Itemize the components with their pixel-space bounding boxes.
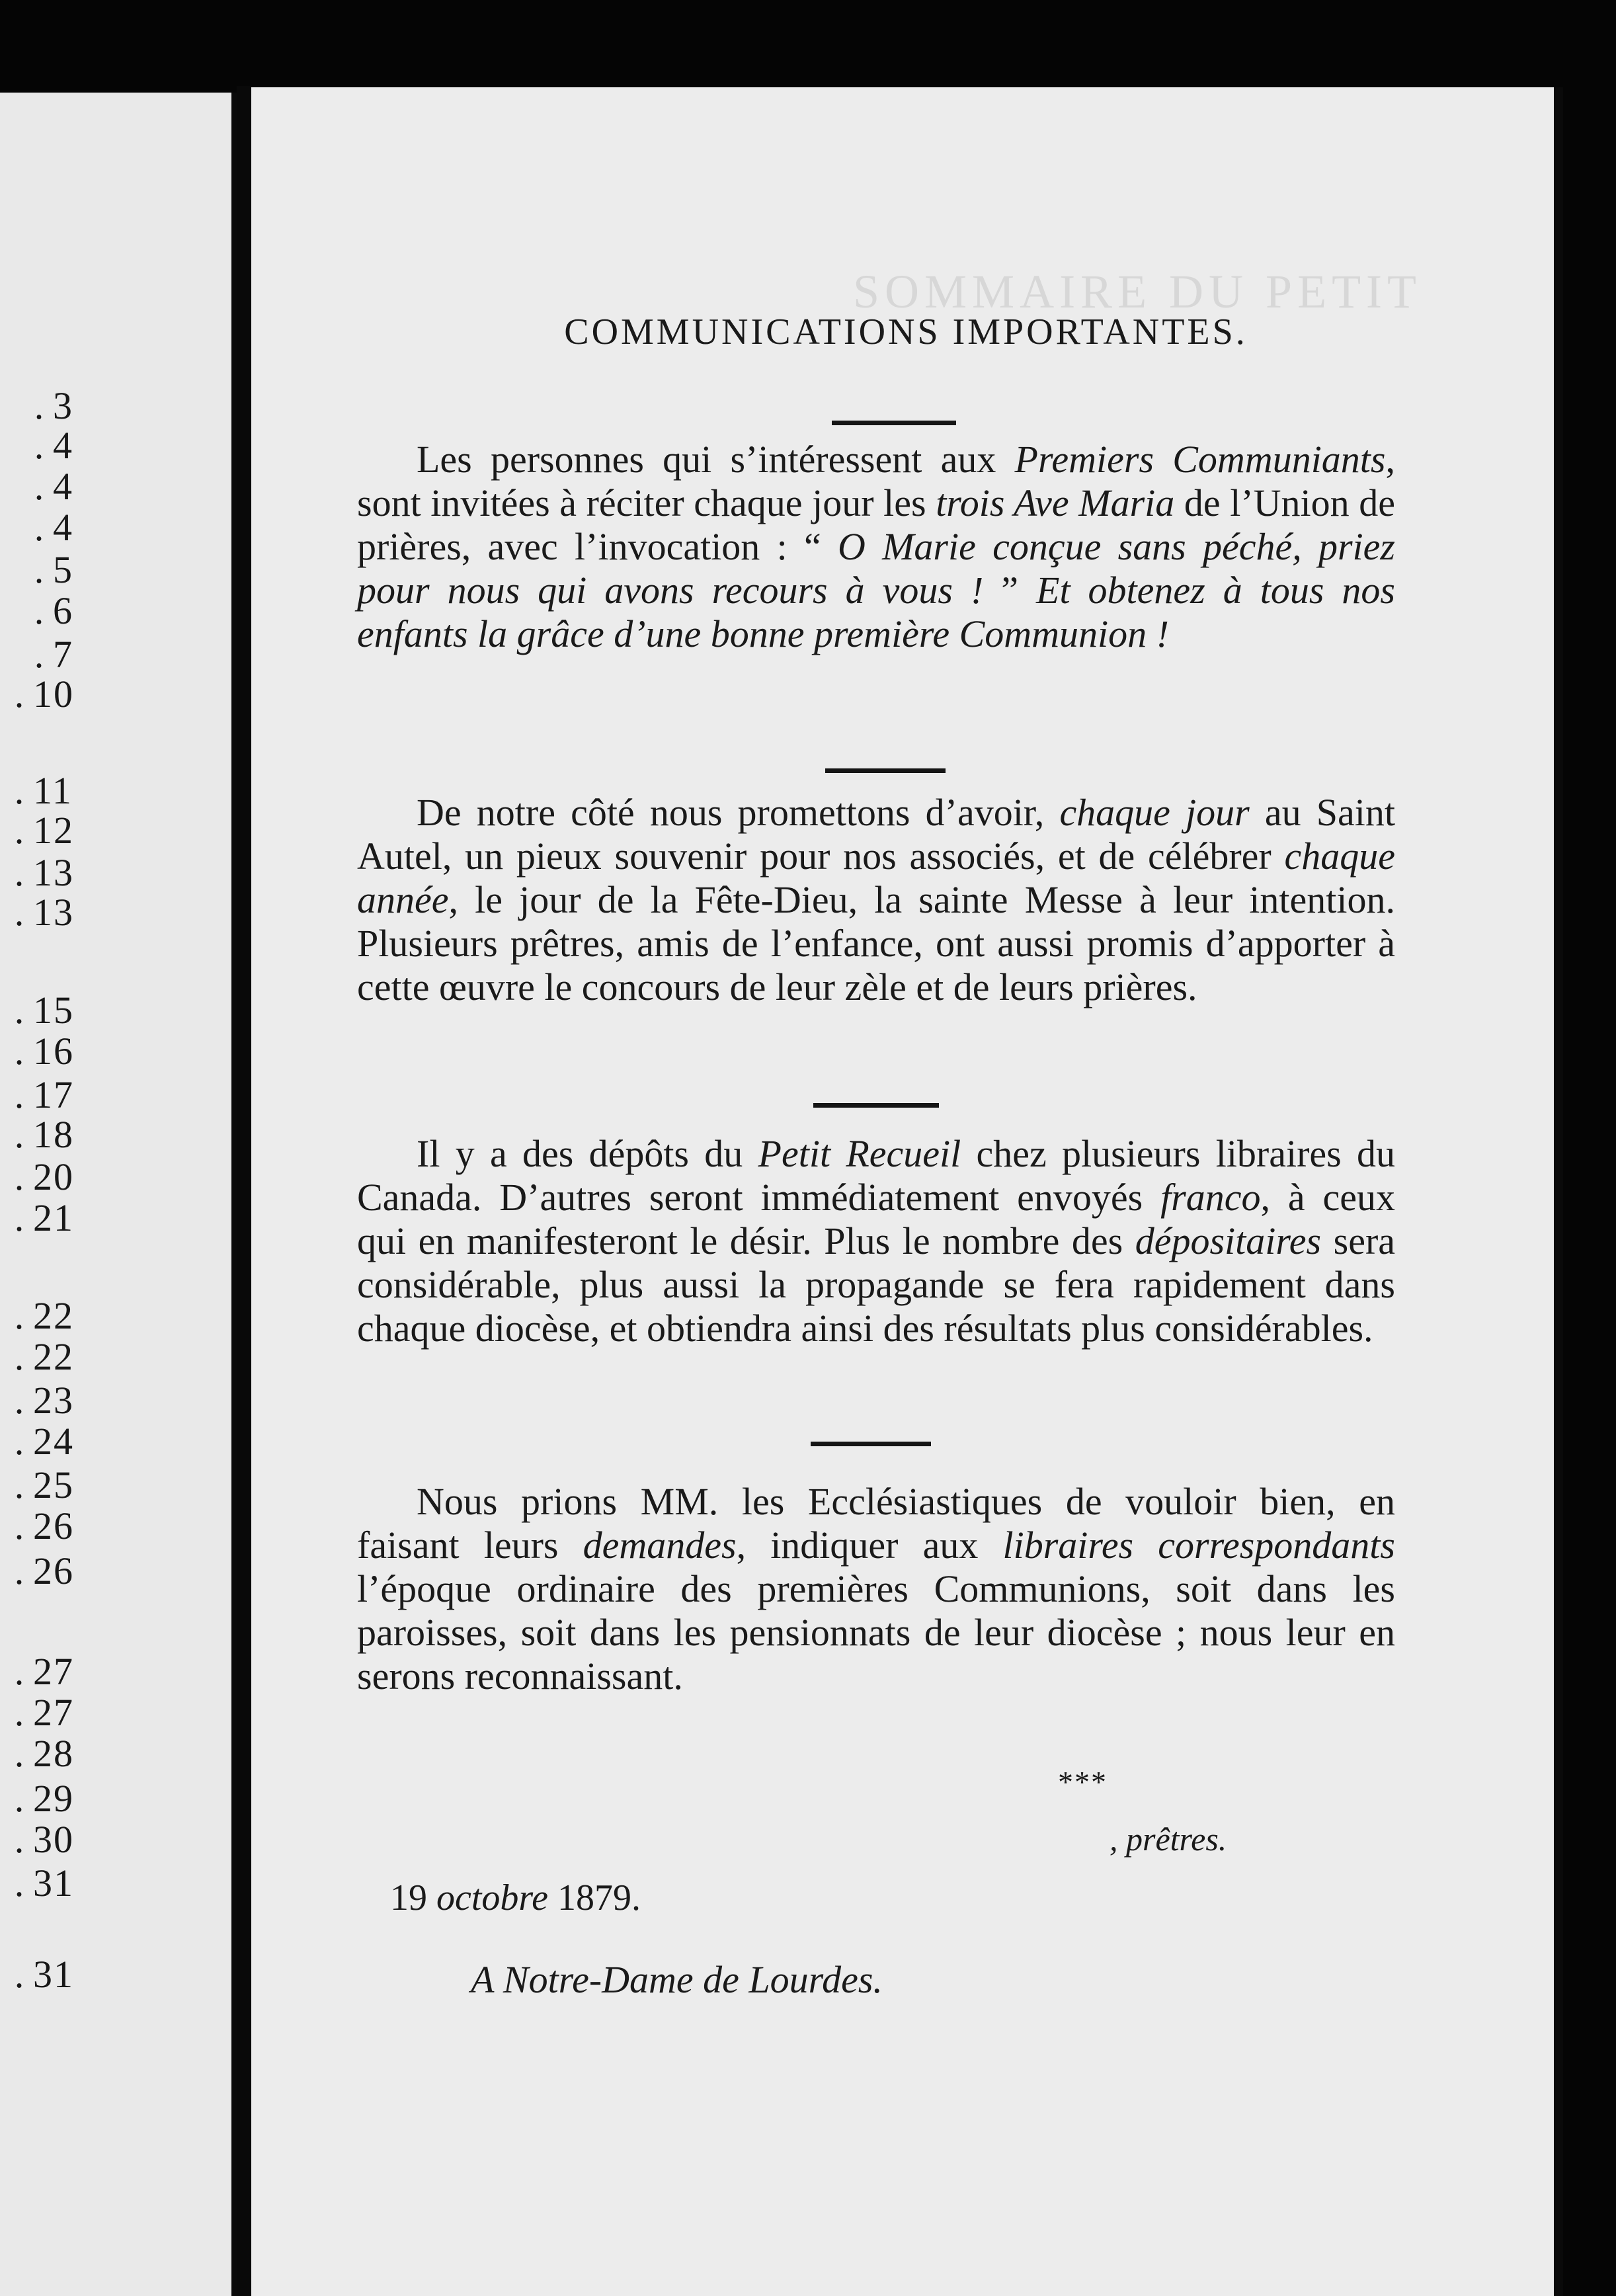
text: , sont invitées à réciter chaque jour les (357, 438, 1395, 524)
leader-dot: . (34, 633, 46, 676)
toc-page-number (7, 890, 74, 934)
page-number: 7 (53, 633, 73, 676)
emphasis: dépositaires (1135, 1219, 1322, 1262)
leader-dot: . (14, 1073, 26, 1116)
toc-page-number (7, 1073, 74, 1117)
page-number: 26 (33, 1549, 74, 1592)
leader-dot: . (14, 989, 26, 1032)
page-number: 17 (33, 1073, 74, 1116)
page-number: 20 (33, 1155, 74, 1198)
leader-dot: . (14, 1196, 26, 1239)
leader-dot: . (14, 1650, 26, 1693)
toc-page-number (7, 1419, 74, 1463)
emphasis: O Marie conçue sans péché, priez pour nous qui avons recours à vous ! (357, 525, 1395, 612)
text: De notre côté nous promettons d’avoir, (417, 791, 1060, 834)
leader-dot: . (14, 851, 26, 894)
leader-dot: . (34, 384, 46, 427)
leader-dot: . (14, 1549, 26, 1592)
page-number: 27 (33, 1650, 74, 1693)
leader-dot: . (14, 769, 26, 812)
paragraph-3 (357, 1132, 1395, 1350)
toc-page-number (7, 1952, 74, 1996)
page-number: 15 (33, 989, 74, 1032)
page-number: 22 (33, 1335, 74, 1378)
paragraph-2 (357, 791, 1395, 1009)
emphasis: demandes (583, 1524, 737, 1567)
left-page (0, 93, 237, 2296)
emphasis: trois Ave Maria (936, 481, 1175, 524)
leader-dot: . (14, 1953, 26, 1996)
page-number: 26 (33, 1504, 74, 1547)
leader-dot: . (14, 673, 26, 716)
divider (832, 421, 956, 425)
text: , à ceux qui en manifesteront le désir. Plus le nombre des (357, 1176, 1395, 1262)
leader-dot: . (34, 548, 46, 591)
leader-dot: . (34, 506, 46, 549)
toc-page-number (7, 1817, 74, 1862)
date (390, 1877, 641, 1919)
toc-page-number (7, 1155, 74, 1199)
toc-page-number (7, 1378, 74, 1422)
toc-page-number (7, 1690, 74, 1735)
emphasis: libraires correspondants (1002, 1524, 1395, 1567)
emphasis: Premiers Communiants (1014, 438, 1386, 481)
page-number: 11 (33, 769, 73, 812)
toc-page-number (7, 1029, 74, 1073)
date-day: 19 (390, 1877, 436, 1918)
paragraph-4 (357, 1480, 1395, 1698)
page-number: 4 (53, 424, 73, 467)
page-number: 28 (33, 1732, 74, 1775)
page-number: 21 (33, 1196, 74, 1239)
toc-page-number (7, 1861, 74, 1905)
page-number: 10 (33, 673, 74, 716)
toc-page-number (7, 1112, 74, 1157)
toc-page-number (7, 1196, 74, 1240)
text: Nous prions MM. les Ecclésiastiques de vouloir bien, en faisant leurs (357, 1480, 1395, 1567)
page-number: 4 (53, 506, 73, 549)
page-number: 25 (33, 1463, 74, 1506)
emphasis: Et obtenez à tous nos enfants la grâce d’une bonne première Communion ! (357, 569, 1395, 655)
leader-dot: . (14, 1155, 26, 1198)
leader-dot: . (34, 589, 46, 632)
page-number: 5 (53, 548, 73, 591)
emphasis: Petit Recueil (758, 1132, 961, 1175)
divider (813, 1103, 939, 1108)
leader-dot: . (14, 1335, 26, 1378)
date-month: octobre (436, 1877, 548, 1918)
text: sera considérable, plus aussi la propagande se fera rapidement dans chaque diocèse, et obtiendra ainsi des résultats plus considérables. (357, 1219, 1395, 1350)
page-number: 31 (33, 1862, 74, 1905)
toc-page-number (26, 548, 73, 592)
toc-page-number (26, 505, 73, 550)
page-number: 13 (33, 851, 74, 894)
leader-dot: . (14, 1294, 26, 1337)
toc-page-number (26, 423, 73, 468)
page-number: 23 (33, 1379, 74, 1422)
date-year: 1879. (547, 1877, 641, 1918)
divider (811, 1442, 931, 1446)
toc-page-number (26, 464, 73, 509)
page-number: 4 (53, 465, 73, 508)
toc-page-number (7, 1649, 74, 1694)
page-number: 12 (33, 809, 74, 852)
leader-dot: . (14, 1691, 26, 1734)
divider (825, 768, 946, 773)
toc-page-number (7, 1463, 74, 1507)
toc-page-number (7, 1334, 74, 1379)
page-number: 29 (33, 1777, 74, 1820)
toc-page-number (7, 988, 74, 1032)
page-number: 24 (33, 1420, 74, 1463)
text: , le jour de la Fête-Dieu, la sainte Messe à leur intention. Plusieurs prêtres, amis de l’enfance, ont aussi promis d’apporter à cette œuvre le concours de leur zèle et de leurs prières. (357, 878, 1395, 1008)
toc-page-number (26, 589, 73, 633)
paragraph-1 (357, 438, 1395, 656)
page-number: 22 (33, 1294, 74, 1337)
leader-dot: . (14, 891, 26, 934)
page-number: 3 (53, 384, 73, 427)
page-number: 18 (33, 1113, 74, 1156)
leader-dot: . (14, 1030, 26, 1073)
toc-page-number (7, 850, 74, 895)
text: Les personnes qui s’intéressent aux (417, 438, 1015, 481)
emphasis: chaque année (357, 835, 1395, 921)
leader-dot: . (14, 809, 26, 852)
toc-page-number (7, 672, 74, 716)
text: , indiquer aux (736, 1524, 1003, 1567)
leader-dot: . (14, 1463, 26, 1506)
place: A Notre-Dame de Lourdes. (471, 1958, 883, 2001)
toc-page-number (7, 1293, 74, 1338)
page-number: 31 (33, 1953, 74, 1996)
toc-page-number (26, 632, 73, 676)
text: Il y a des dépôts du (417, 1132, 758, 1175)
page-number: 13 (33, 891, 74, 934)
leader-dot: . (14, 1379, 26, 1422)
toc-page-number (7, 1504, 74, 1548)
leader-dot: . (34, 465, 46, 508)
toc-page-number (7, 808, 74, 852)
toc-page-number (7, 1549, 74, 1593)
page-number: 6 (53, 589, 73, 632)
leader-dot: . (14, 1504, 26, 1547)
leader-dot: . (14, 1113, 26, 1156)
text: au Saint Autel, un pieux souvenir pour nos associés, et de célébrer (357, 791, 1395, 878)
text: chez plusieurs libraires du Canada. D’autres seront immédiatement envoyés (357, 1132, 1396, 1219)
leader-dot: . (14, 1818, 26, 1861)
leader-dot: . (14, 1862, 26, 1905)
page-number: 30 (33, 1818, 74, 1861)
text: de l’Union de prières, avec l’invocation : “ (357, 481, 1395, 568)
leader-dot: . (14, 1777, 26, 1820)
toc-page-number (7, 1776, 74, 1821)
page-number: 16 (33, 1030, 74, 1073)
book-gutter (237, 86, 251, 2296)
text: ” (983, 569, 1037, 612)
leader-dot: . (34, 424, 46, 467)
emphasis: franco (1160, 1176, 1261, 1219)
page-title: COMMUNICATIONS IMPORTANTES. (564, 311, 1248, 352)
leader-dot: . (14, 1732, 26, 1775)
page-number: 27 (33, 1691, 74, 1734)
emphasis: chaque jour (1059, 791, 1250, 834)
leader-dot: . (14, 1420, 26, 1463)
toc-page-number (7, 1731, 74, 1776)
toc-page-number (7, 768, 73, 813)
bleed-through-text: SOMMAIRE DU PETIT (853, 265, 1422, 318)
signature-priests: , prêtres. (1110, 1821, 1227, 1858)
toc-page-number (26, 384, 73, 428)
text: l’époque ordinaire des premières Communions, soit dans les paroisses, soit dans les pensionnats de leur diocèse ; nous leur en serons reconnaissant. (357, 1567, 1395, 1698)
signature-stars: *** (1058, 1765, 1108, 1799)
